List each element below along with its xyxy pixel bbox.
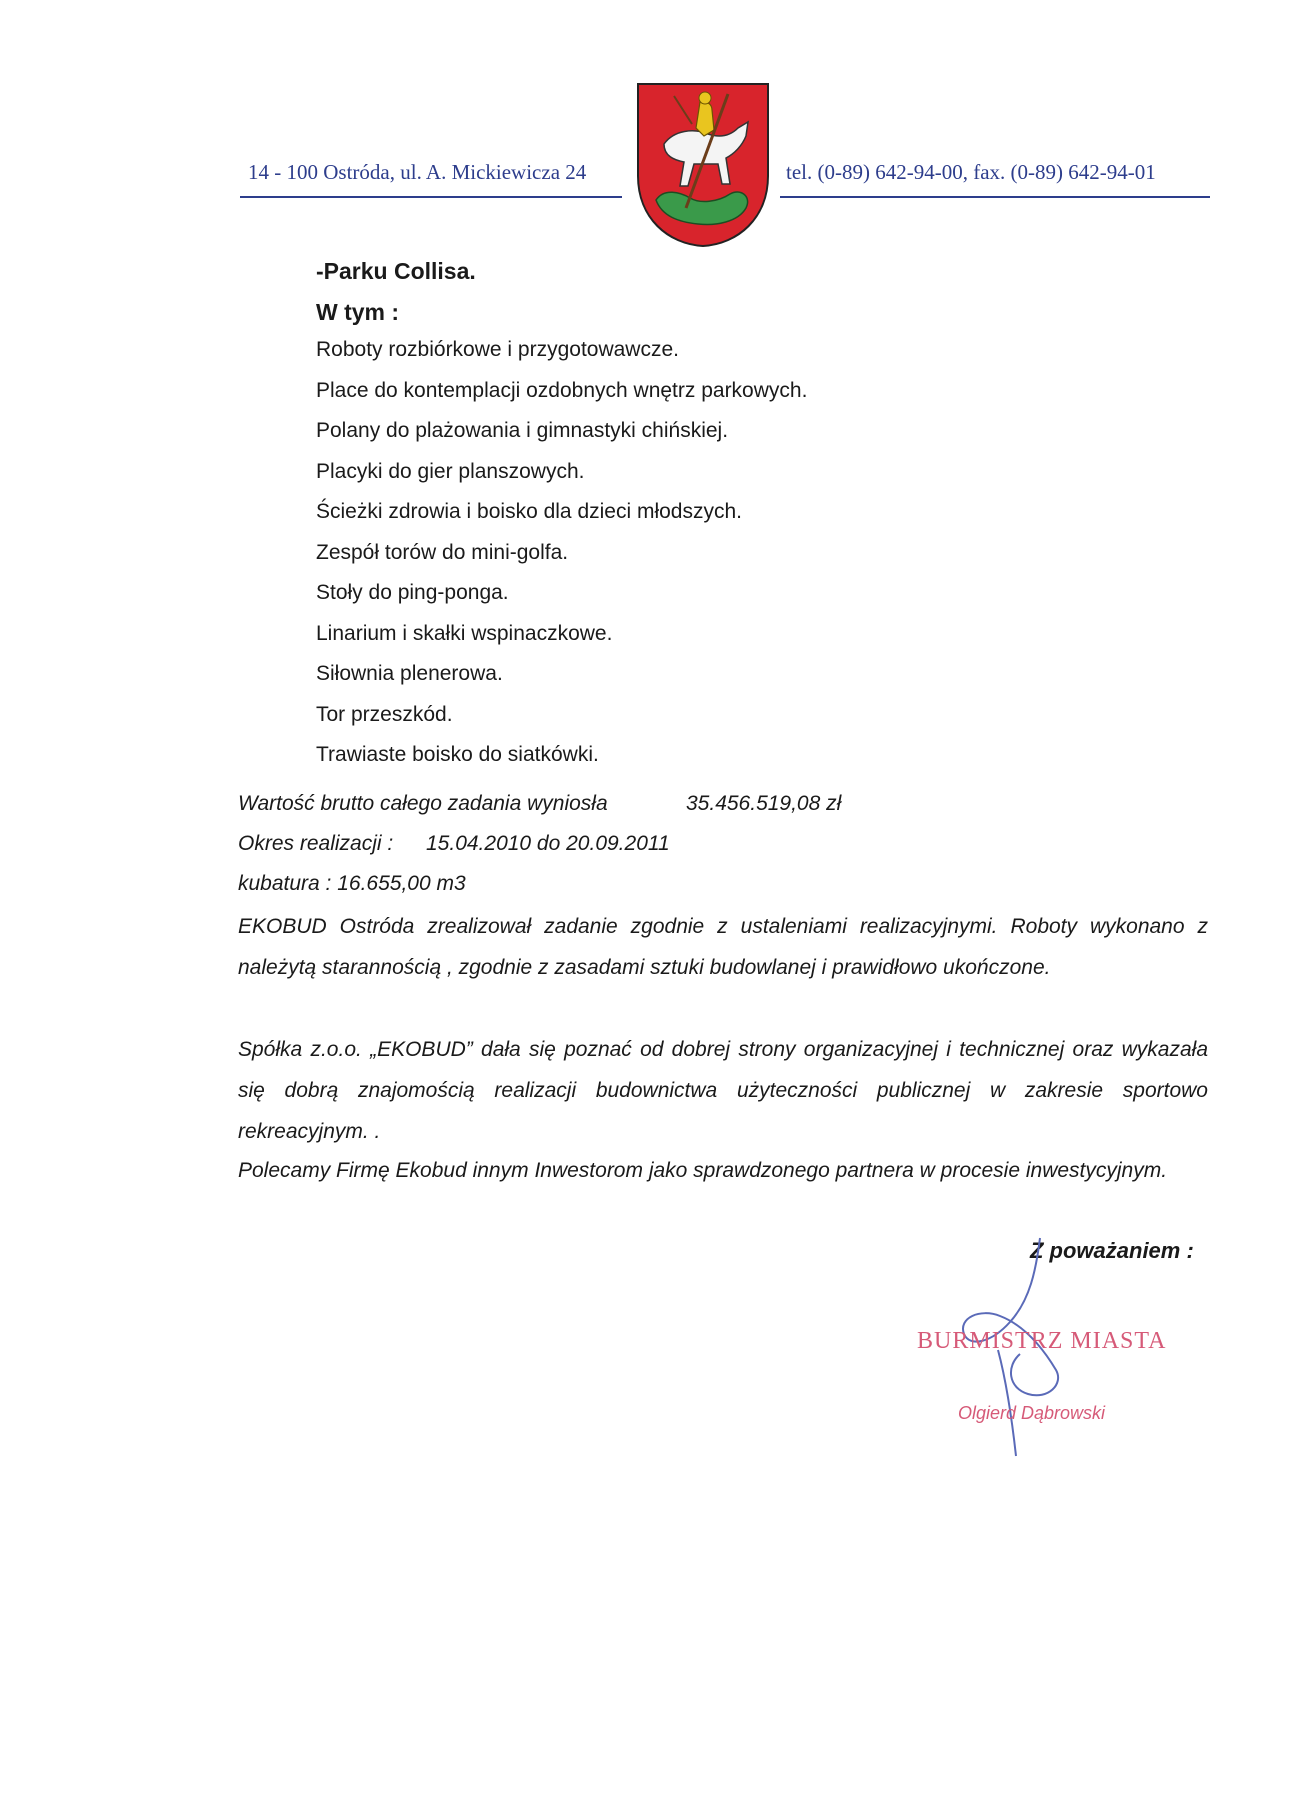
volume-text: kubatura : 16.655,00 m3: [238, 872, 466, 895]
list-item: Ścieżki zdrowia i boisko dla dzieci młodszych.: [316, 500, 742, 523]
period-label: Okres realizacji :: [238, 832, 394, 855]
subsection-heading: W tym :: [316, 299, 400, 325]
stamp-name: Olgierd Dąbrowski: [958, 1403, 1106, 1423]
letterhead-rule-left: [240, 196, 622, 198]
section-heading: -Parku Collisa.: [316, 258, 476, 284]
value-amount: 35.456.519,08 zł: [686, 792, 842, 815]
list-item: Roboty rozbiórkowe i przygotowawcze.: [316, 338, 679, 361]
list-item: Siłownia plenerowa.: [316, 662, 503, 685]
stamp-title: BURMISTRZ MIASTA: [917, 1328, 1167, 1354]
period-value: 15.04.2010 do 20.09.2011: [426, 832, 670, 855]
coat-of-arms-icon: [634, 80, 772, 250]
list-item: Zespół torów do mini-golfa.: [316, 540, 569, 564]
closing-salutation: Z poważaniem :: [1030, 1238, 1194, 1263]
paragraph-recommendation: Polecamy Firmę Ekobud innym Inwestorom jako sprawdzonego partnera w procesie inwestycyjnym.: [238, 1159, 1168, 1182]
list-item: Polany do plażowania i gimnastyki chińskiej.: [316, 419, 729, 442]
list-item: Linarium i skałki wspinaczkowe.: [316, 621, 613, 645]
letterhead-address: 14 - 100 Ostróda, ul. A. Mickiewicza 24: [248, 160, 587, 184]
list-item: Place do kontemplacji ozdobnych wnętrz parkowych.: [316, 378, 808, 402]
list-item: Placyki do gier planszowych.: [316, 459, 585, 483]
value-label: Wartość brutto całego zadania wyniosła: [238, 792, 608, 815]
paragraph-company: Spółka z.o.o. „EKOBUD” dała się poznać od dobrej strony organizacyjnej i technicznej oraz wykazała się dobrą znajomością realizacji budownictwa użyteczności publicznej w zakresie sportowo rekreacyjnym. .: [238, 1038, 1208, 1143]
letterhead-rule-right: [780, 196, 1210, 198]
letterhead-contact: tel. (0-89) 642-94-00, fax. (0-89) 642-94-01: [786, 160, 1156, 184]
list-item: Trawiaste boisko do siatkówki.: [316, 743, 599, 766]
list-item: Tor przeszkód.: [316, 702, 453, 726]
work-items-list: [316, 330, 807, 776]
paragraph-realization: EKOBUD Ostróda zrealizował zadanie zgodnie z ustaleniami realizacyjnymi. Roboty wykonano z należytą starannością , zgodnie z zasadami sztuki budowlanej i prawidłowo ukończone.: [238, 915, 1208, 979]
list-item: Stoły do ping-ponga.: [316, 581, 509, 604]
